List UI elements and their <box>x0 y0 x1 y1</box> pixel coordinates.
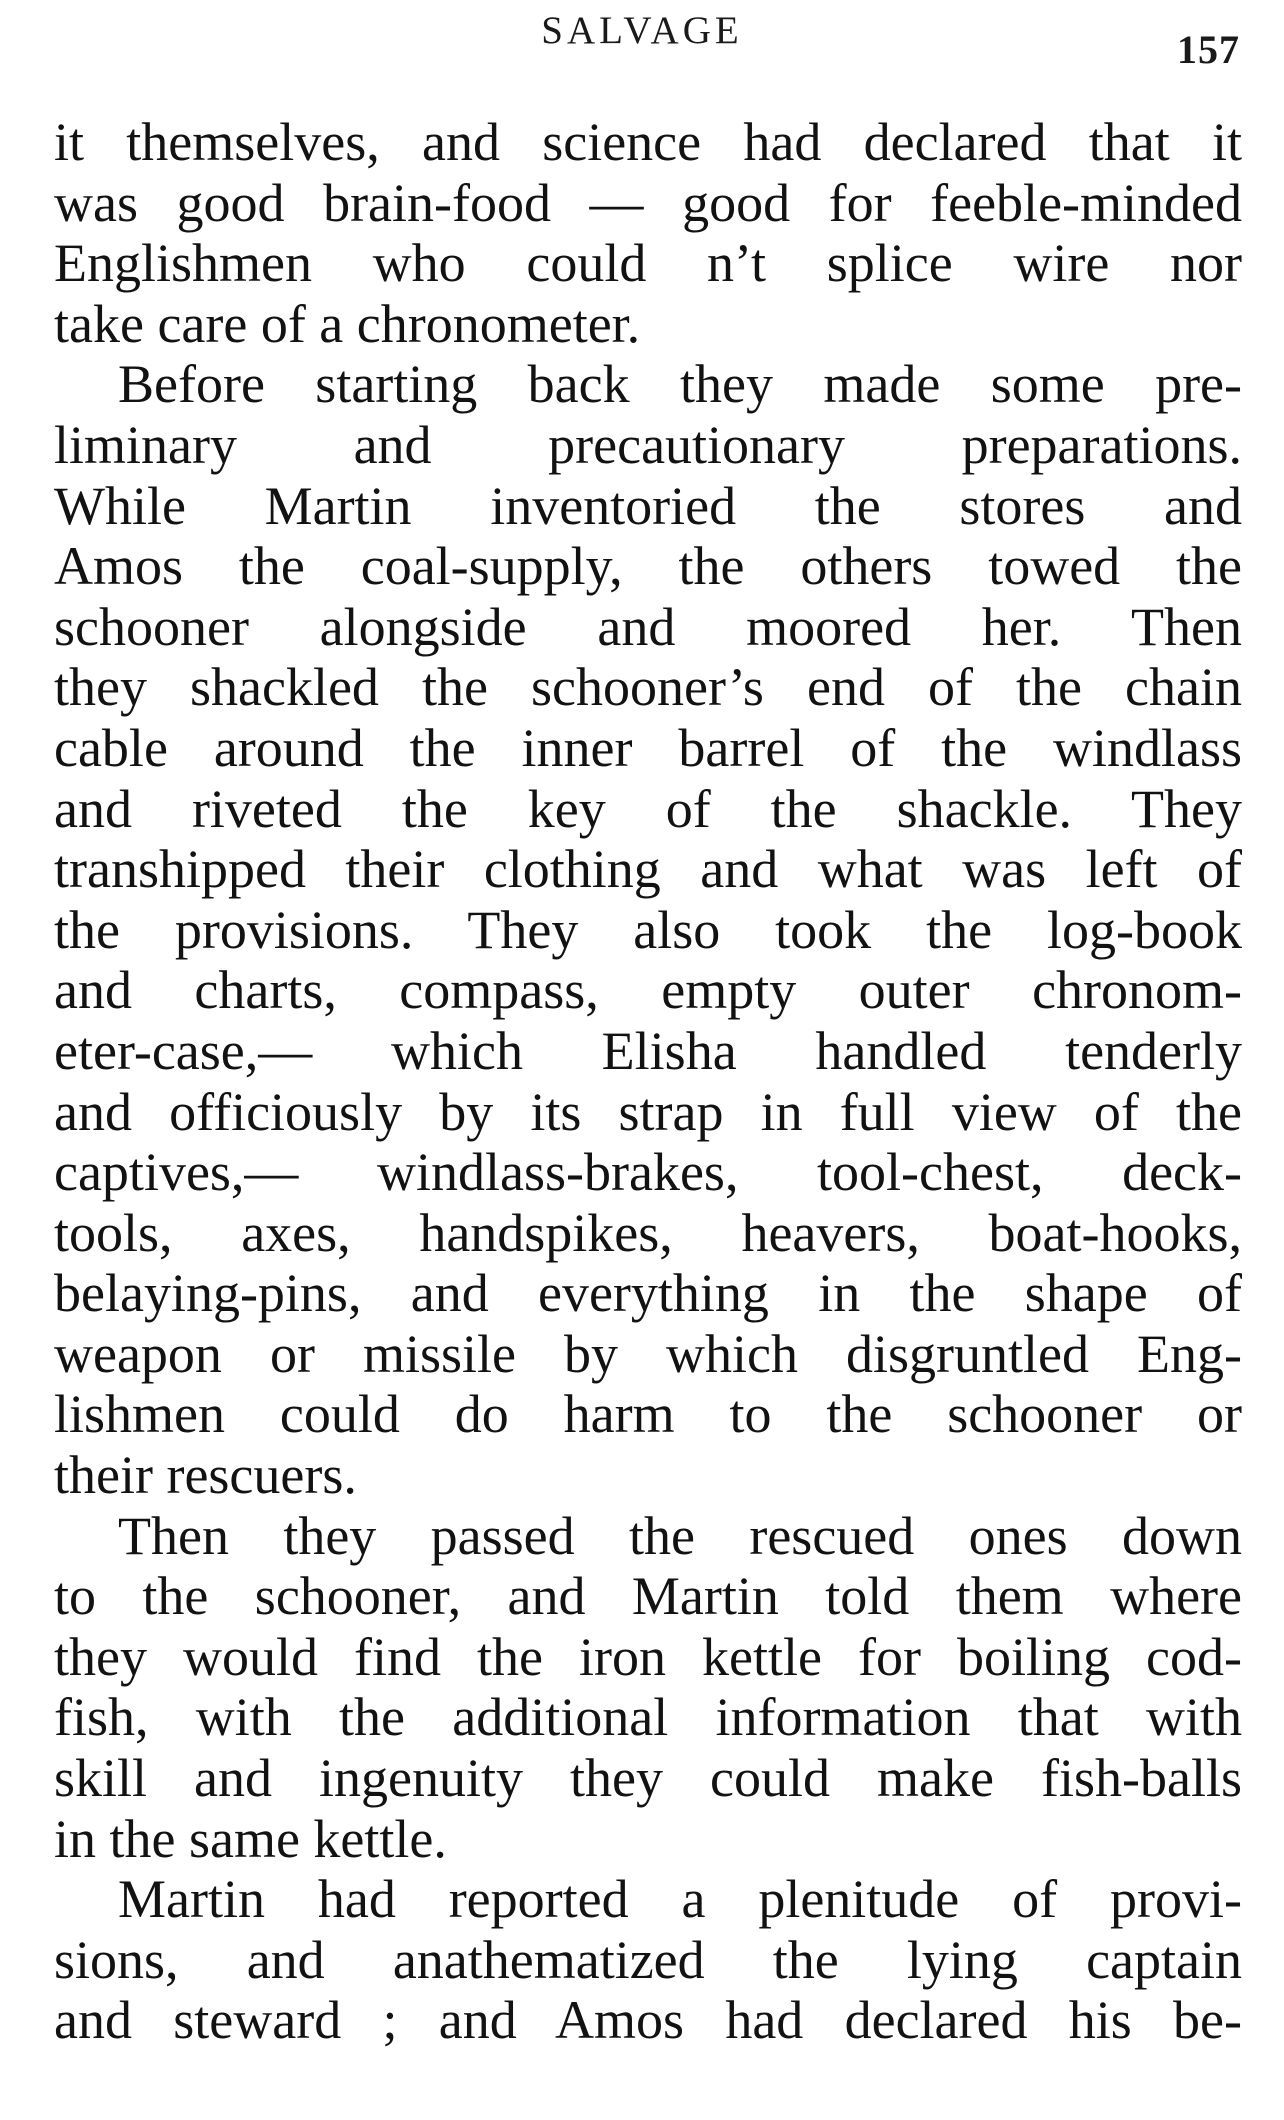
text-line: fish, with the additional information that with <box>54 1687 1242 1748</box>
text-line: belaying-pins, and everything in the shape of <box>54 1263 1242 1324</box>
text-line: skill and ingenuity they could make fish-balls <box>54 1748 1242 1809</box>
text-line: Englishmen who could n’t splice wire nor <box>54 233 1242 294</box>
text-line: weapon or missile by which disgruntled Eng- <box>54 1323 1242 1384</box>
text-line: and charts, compass, empty outer chronom- <box>54 960 1242 1021</box>
text-line: they shackled the schooner’s end of the chain <box>54 657 1242 718</box>
body-text <box>54 112 1242 2051</box>
running-head-title: SALVAGE <box>541 9 743 52</box>
running-head <box>0 8 1284 72</box>
text-line: sions, and anathematized the lying captain <box>54 1929 1242 1990</box>
text-line: transhipped their clothing and what was left of <box>54 839 1242 900</box>
text-line: their rescuers. <box>54 1445 357 1506</box>
text-line: Martin had reported a plenitude of provi- <box>118 1869 1242 1930</box>
text-line: lishmen could do harm to the schooner or <box>54 1384 1242 1445</box>
text-line: take care of a chronometer. <box>54 293 641 354</box>
text-line: and riveted the key of the shackle. They <box>54 778 1242 839</box>
text-line: tools, axes, handspikes, heavers, boat-hooks, <box>54 1202 1242 1263</box>
text-line: eter-case,— which Elisha handled tenderly <box>54 1020 1242 1081</box>
text-line: schooner alongside and moored her. Then <box>54 596 1242 657</box>
text-line: it themselves, and science had declared that it <box>54 112 1242 172</box>
text-line: Before starting back they made some pre- <box>118 354 1242 415</box>
text-line: liminary and precautionary preparations. <box>54 414 1242 475</box>
text-line: Then they passed the rescued ones down <box>118 1505 1242 1566</box>
text-line: was good brain-food — good for feeble-minded <box>54 172 1242 233</box>
text-line: captives,— windlass-brakes, tool-chest, deck- <box>54 1142 1242 1203</box>
text-line: and steward ; and Amos had declared his be- <box>54 1990 1242 2051</box>
text-line: Amos the coal-supply, the others towed the <box>54 536 1242 597</box>
text-line: and officiously by its strap in full view of the <box>54 1081 1242 1142</box>
text-line: to the schooner, and Martin told them where <box>54 1566 1242 1627</box>
text-line: they would find the iron kettle for boiling cod- <box>54 1626 1242 1687</box>
text-line: While Martin inventoried the stores and <box>54 475 1242 536</box>
text-line: in the same kettle. <box>54 1808 447 1869</box>
page-number: 157 <box>1177 27 1240 72</box>
text-line: the provisions. They also took the log-book <box>54 899 1242 960</box>
text-line: cable around the inner barrel of the windlass <box>54 717 1242 778</box>
